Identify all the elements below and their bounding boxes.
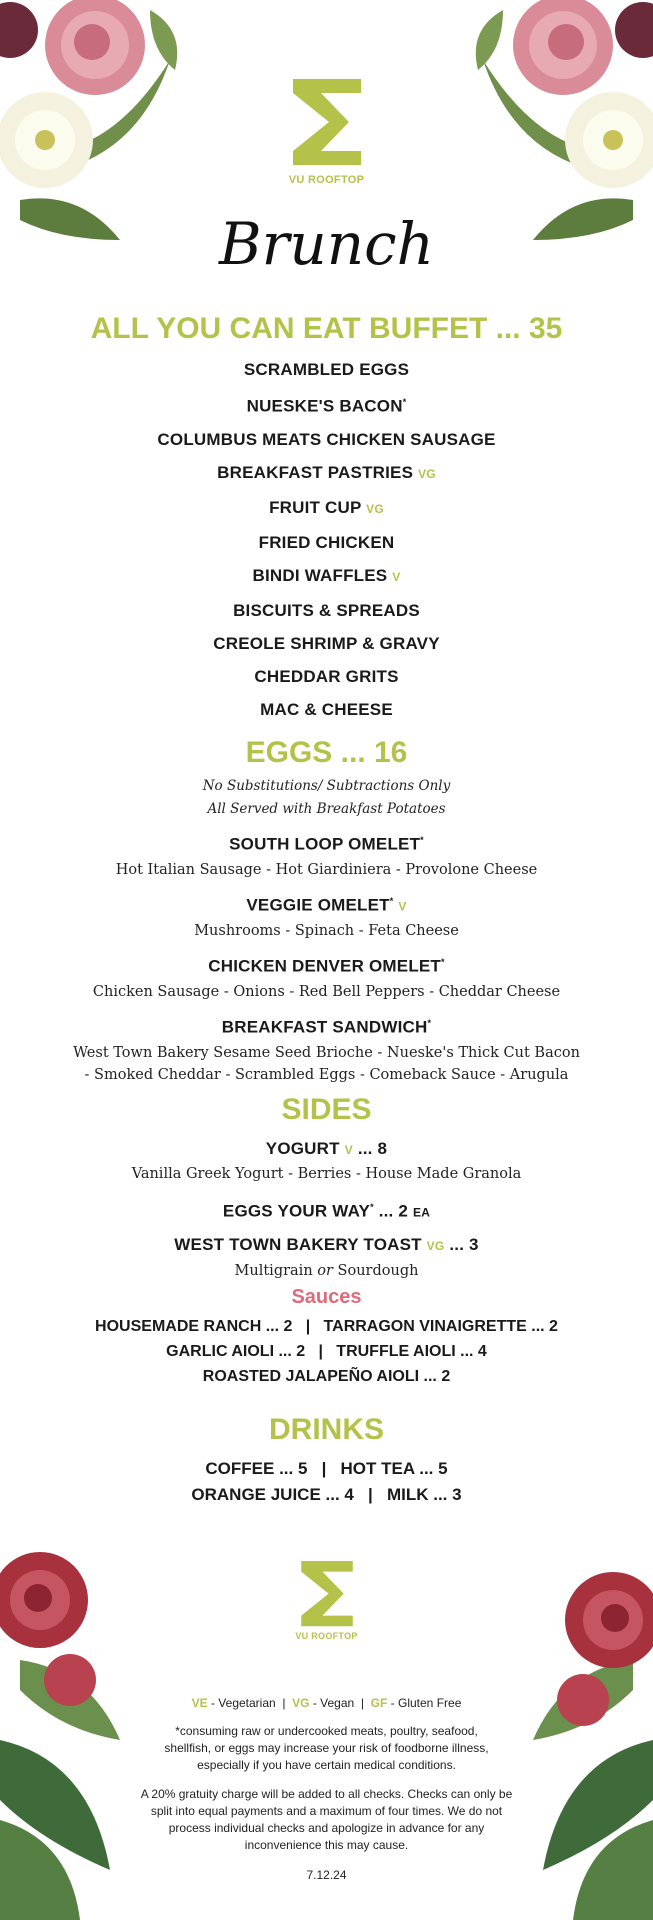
brand-name-top: VU ROOFTOP xyxy=(288,174,365,186)
dietary-tag: VG xyxy=(366,501,384,516)
list-item: SCRAMBLED EGGS xyxy=(243,360,410,379)
gratuity-note: A 20% gratuity charge will be added to all checks. Checks can only be split into equal payments and a maximum of four times. We do not process individual checks and apologize in advance for any inconvenience this may cause. xyxy=(140,1787,513,1852)
menu-item-name: BREAKFAST SANDWICH* xyxy=(221,1017,432,1037)
dietary-tag: V xyxy=(398,899,407,914)
drinks-heading: DRINKS xyxy=(268,1413,384,1446)
list-item: FRIED CHICKEN xyxy=(258,532,395,552)
dietary-tag: V xyxy=(344,1143,353,1157)
drink-line: ORANGE JUICE ... 4 | MILK ... 3 xyxy=(191,1485,462,1504)
list-item: BINDI WAFFLES V xyxy=(252,565,401,585)
logo-bottom xyxy=(0,1558,653,1635)
sauce-line: ROASTED JALAPEÑO AIOLI ... 2 xyxy=(202,1368,451,1385)
list-item: MAC & CHEESE xyxy=(260,699,393,719)
drink-line: COFFEE ... 5 | HOT TEA ... 5 xyxy=(205,1459,448,1478)
food-safety-disclaimer: *consuming raw or undercooked meats, poultry, seafood, shellfish, or eggs may increase your risk of foodborne illness, especially if you have certain medical conditions. xyxy=(164,1724,489,1772)
logo-top xyxy=(0,75,653,175)
eggs-note-2: All Served with Breakfast Potatoes xyxy=(207,801,446,817)
menu-item-description: West Town Bakery Sesame Seed Brioche - Nueske's Thick Cut Bacon - Smoked Cheddar - Scrambled Eggs - Comeback Sauce - Arugula xyxy=(73,1044,580,1083)
eggs-heading: EGGS ... 16 xyxy=(245,736,408,769)
vu-logo-icon xyxy=(289,75,365,170)
sauces-heading: Sauces xyxy=(291,1286,362,1308)
dietary-legend: VE - Vegetarian | VG - Vegan | GF - Gluten Free xyxy=(191,1696,462,1710)
drinks-list xyxy=(0,1456,653,1508)
list-item: COLUMBUS MEATS CHICKEN SAUSAGE xyxy=(157,429,496,449)
buffet-heading: ALL YOU CAN EAT BUFFET ... 35 xyxy=(90,312,563,345)
page-title: Brunch xyxy=(219,210,434,278)
buffet-list xyxy=(0,353,653,726)
dietary-tag: VG xyxy=(426,1238,445,1253)
list-item: CREOLE SHRIMP & GRAVY xyxy=(213,633,440,653)
menu-item-name: VEGGIE OMELET* V xyxy=(246,895,407,915)
sides-heading: SIDES xyxy=(281,1093,372,1126)
list-item: CHEDDAR GRITS xyxy=(254,666,399,686)
eggs-note-1: No Substitutions/ Subtractions Only xyxy=(202,778,451,794)
menu-item-description: Hot Italian Sausage - Hot Giardiniera - Provolone Cheese xyxy=(115,861,538,878)
menu-item-description: Mushrooms - Spinach - Feta Cheese xyxy=(194,923,459,940)
list-item: BISCUITS & SPREADS xyxy=(233,600,420,620)
menu-item-name: WEST TOWN BAKERY TOAST VG ... 3 xyxy=(174,1234,479,1254)
sauces-list xyxy=(0,1314,653,1389)
menu-item-name: SOUTH LOOP OMELET* xyxy=(229,834,424,854)
sauce-line: GARLIC AIOLI ... 2 | TRUFFLE AIOLI ... 4 xyxy=(166,1343,487,1360)
list-item: FRUIT CUP VG xyxy=(269,497,384,517)
dietary-tag: V xyxy=(392,569,401,584)
menu-item-description: Multigrain or Sourdough xyxy=(234,1262,419,1279)
brand-name-bottom: VU ROOFTOP xyxy=(295,1631,358,1641)
menu-item-name: YOGURT V ... 8 xyxy=(265,1139,388,1158)
dietary-tag: VG xyxy=(418,466,436,481)
menu-item-description: Chicken Sausage - Onions - Red Bell Peppers - Cheddar Cheese xyxy=(92,983,561,1000)
menu-item-name: EGGS YOUR WAY* ... 2 EA xyxy=(222,1201,431,1221)
menu-item-description: Vanilla Greek Yogurt - Berries - House Made Granola xyxy=(131,1166,522,1182)
list-item: NUESKE'S BACON* xyxy=(246,396,407,416)
sides-list xyxy=(0,1136,653,1282)
menu-date: 7.12.24 xyxy=(306,1868,347,1882)
menu-item-name: CHICKEN DENVER OMELET* xyxy=(208,956,445,976)
vu-logo-icon xyxy=(298,1558,356,1630)
list-item: BREAKFAST PASTRIES VG xyxy=(217,462,436,482)
eggs-list xyxy=(0,826,653,1086)
sauce-line: HOUSEMADE RANCH ... 2 | TARRAGON VINAIGRETTE ... 2 xyxy=(95,1318,558,1335)
